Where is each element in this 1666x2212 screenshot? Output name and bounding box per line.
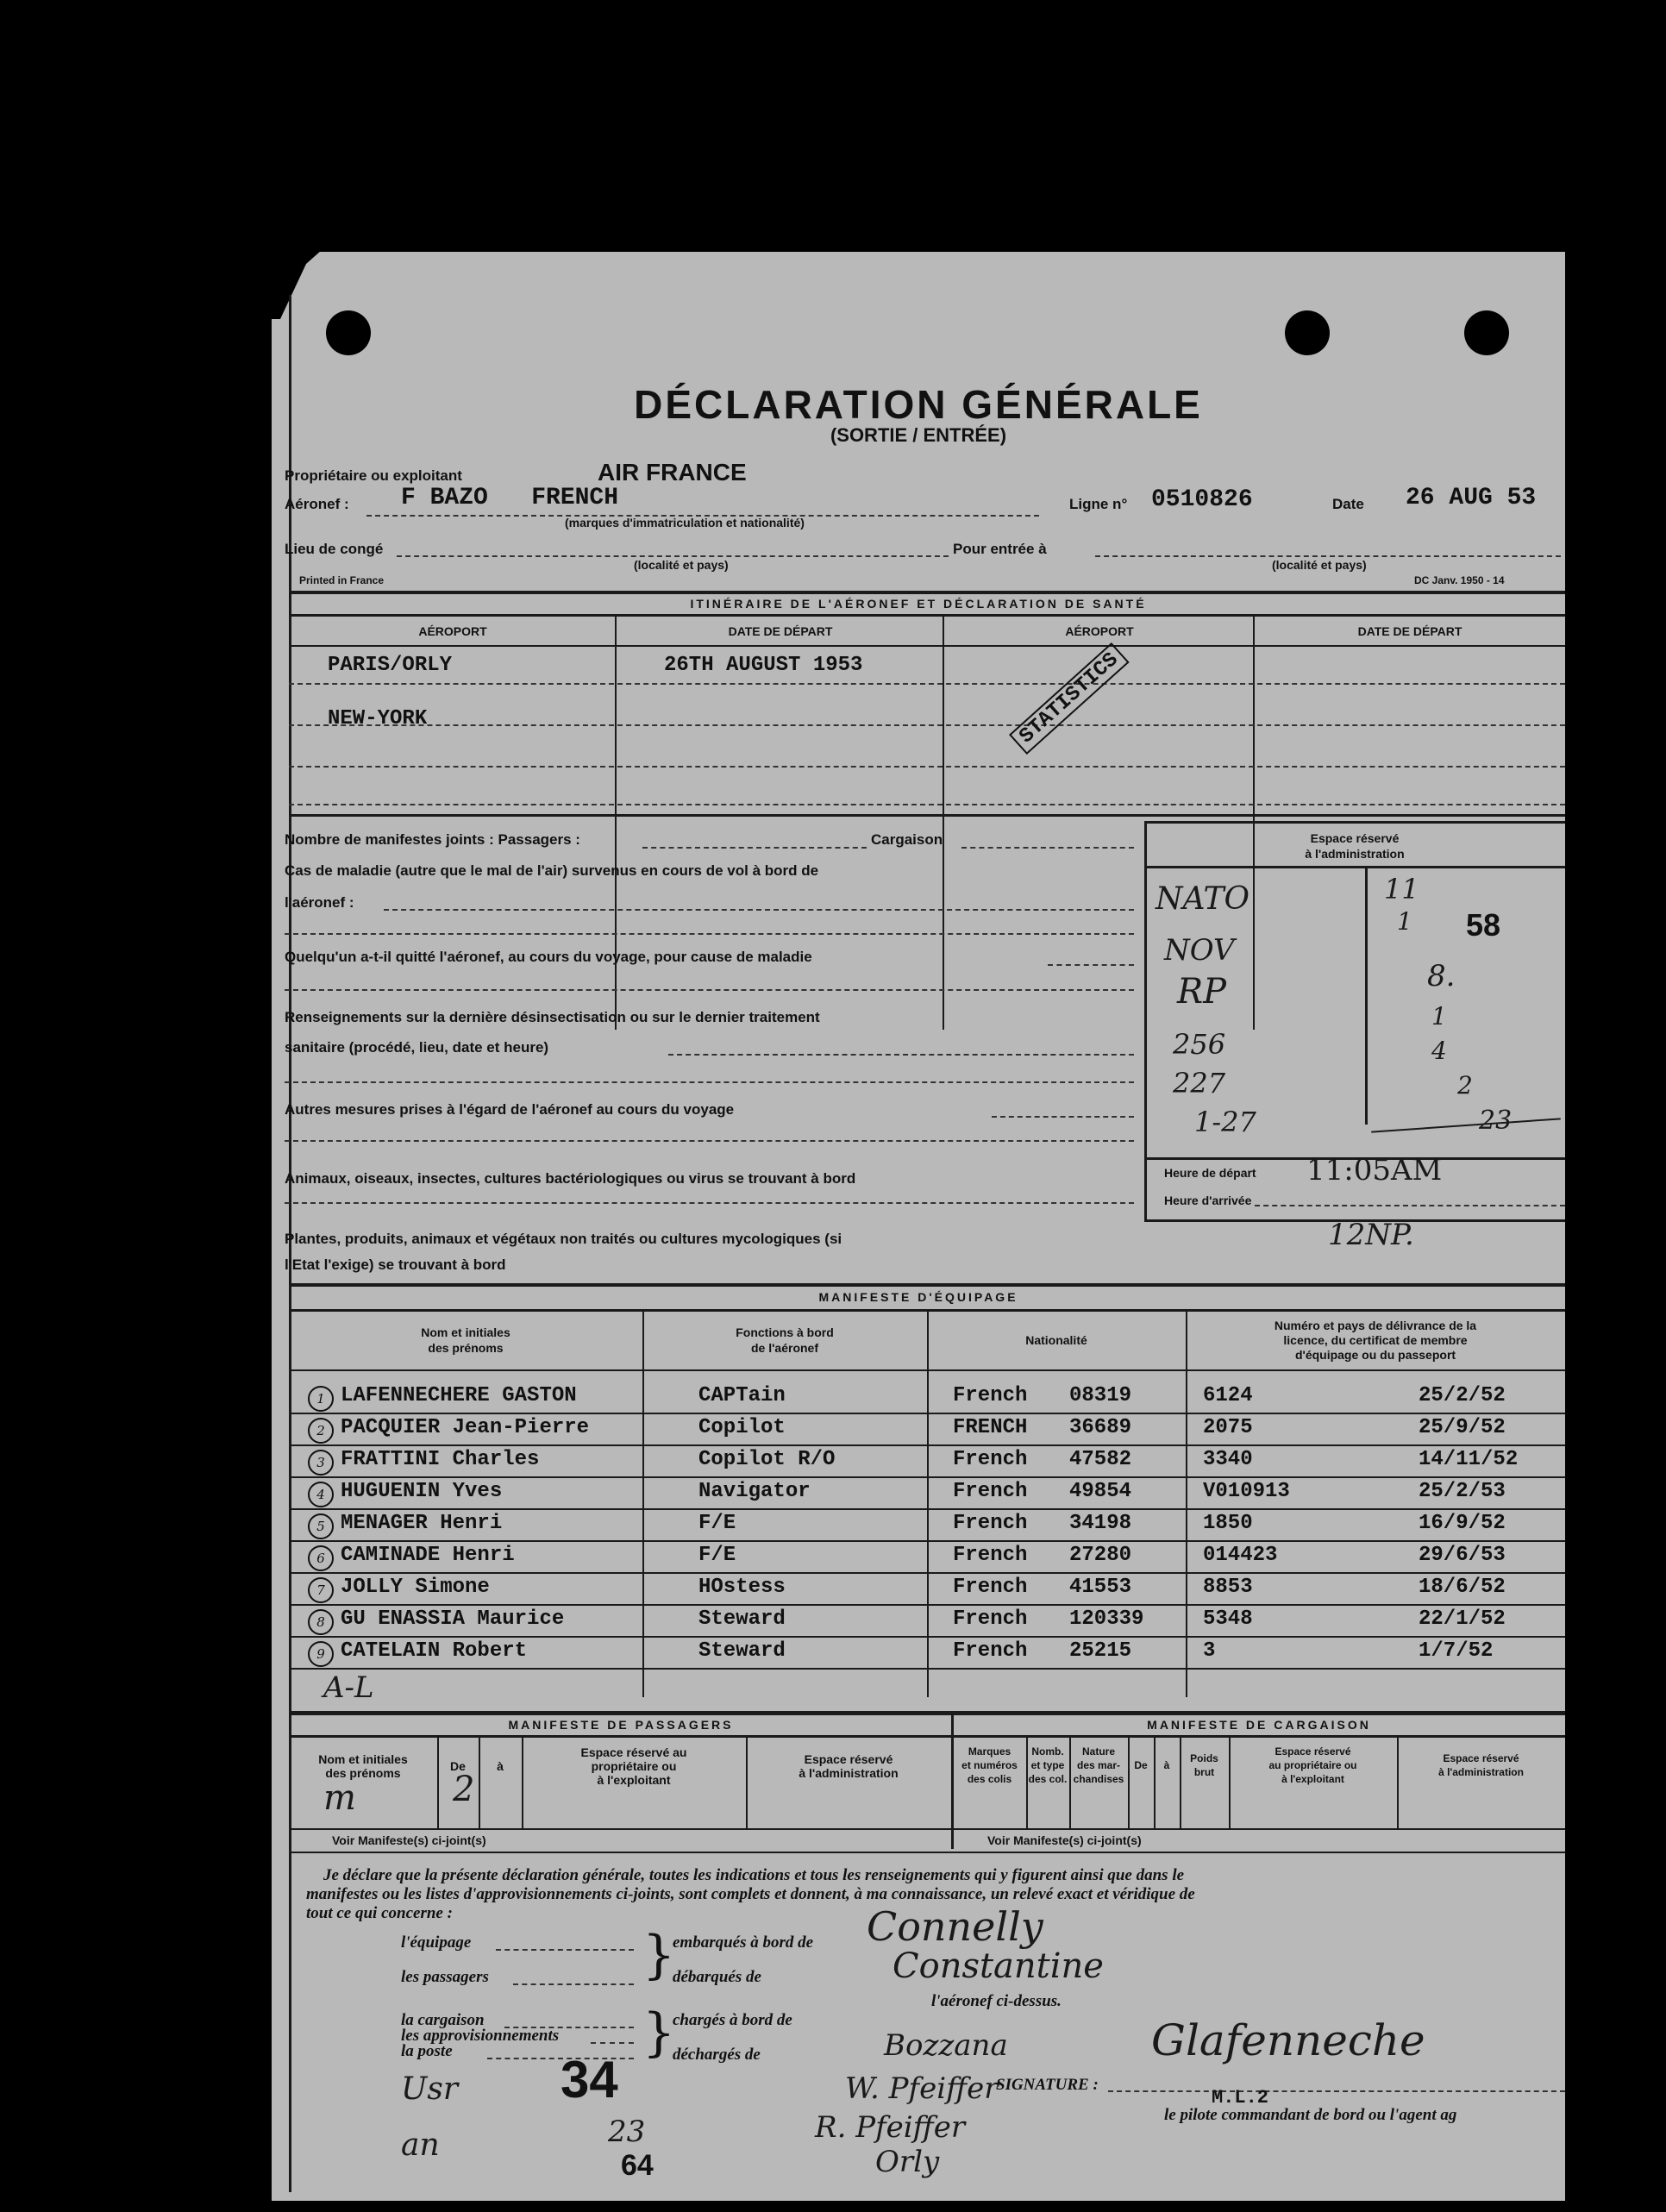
crew-row-number: 7	[308, 1577, 334, 1603]
crew-function: CAPTain	[698, 1384, 786, 1407]
decl-post: la poste	[401, 2042, 453, 2060]
depart-value: 11:05AM	[1306, 1153, 1443, 1187]
rule	[289, 1711, 1565, 1715]
rule	[289, 1735, 1565, 1738]
cargo-col-1a: Marques	[968, 1745, 1012, 1758]
line-value: 0510826	[1151, 486, 1253, 513]
arrive-value: 12NP.	[1328, 1218, 1414, 1252]
q1a: Cas de maladie (autre que le mal de l'air) survenus en cours de vol à bord de	[285, 862, 819, 879]
fill-line	[992, 1116, 1134, 1118]
fill-line	[1095, 555, 1561, 557]
declaration-text-2: manifestes ou les listes d'approvisionnements ci-joints, sont complets et donnent, à ma connaissance, un relevé exact et véridique de	[306, 1885, 1195, 1903]
decl-embarked: embarqués à bord de	[673, 1933, 814, 1952]
page-subtitle: (SORTIE / ENTRÉE)	[830, 424, 1007, 446]
pax-col-1a: Nom et initiales	[318, 1752, 408, 1766]
col-airport: AÉROPORT	[418, 624, 487, 638]
admin-note: 8.	[1427, 959, 1456, 993]
crew-passport: 34198	[1069, 1512, 1132, 1535]
document-page	[272, 252, 1565, 2201]
admin-note: 23	[1479, 1106, 1513, 1136]
passenger-title: MANIFESTE DE PASSAGERS	[508, 1718, 734, 1732]
crew-license-date: 25/9/52	[1419, 1416, 1506, 1439]
crew-nationality: French	[953, 1639, 1028, 1663]
fill-line	[285, 1081, 1134, 1083]
q5: Animaux, oiseaux, insectes, cultures bactériologiques ou virus se trouvant à bord	[285, 1170, 856, 1187]
crew-row-number: 3	[308, 1450, 334, 1476]
fill-line	[384, 909, 1134, 911]
col-date-2: DATE DE DÉPART	[1357, 624, 1462, 638]
crew-name: JOLLY Simone	[341, 1576, 490, 1599]
col-rule	[1128, 1737, 1130, 1828]
crew-nationality: French	[953, 1480, 1028, 1503]
col-rule	[1180, 1737, 1181, 1828]
crew-nationality: French	[953, 1607, 1028, 1631]
crew-license-date: 25/2/53	[1419, 1480, 1506, 1503]
punch-hole	[326, 310, 371, 355]
crew-name: CAMINADE Henri	[341, 1544, 515, 1567]
crew-license: 1850	[1203, 1512, 1253, 1535]
signature-label: SIGNATURE :	[996, 2076, 1099, 2094]
crew-passport: 08319	[1069, 1384, 1132, 1407]
fill-line	[591, 2042, 634, 2044]
crew-row-number: 5	[308, 1513, 334, 1539]
rule	[289, 645, 1565, 647]
crew-function: F/E	[698, 1512, 736, 1535]
fill-line	[1255, 1205, 1565, 1206]
decl-crew: l'équipage	[401, 1933, 472, 1952]
admin-note: 227	[1173, 1067, 1226, 1100]
crew-col-nat: Nationalité	[1025, 1333, 1087, 1347]
crew-license-date: 18/6/52	[1419, 1576, 1506, 1599]
fill-line	[1048, 964, 1134, 966]
crew-function: Copilot R/O	[698, 1448, 836, 1471]
admin-note: 1-27	[1194, 1106, 1256, 1138]
handwritten-signature: Glafenneche	[1151, 2015, 1425, 2065]
crew-name: PACQUIER Jean-Pierre	[341, 1416, 590, 1439]
decl-passengers: les passagers	[401, 1968, 489, 1986]
stamp-number: 34	[561, 2051, 618, 2109]
crew-col-name-1: Nom et initiales	[421, 1325, 510, 1339]
aircraft-label: Aéronef :	[285, 496, 349, 512]
row-rule	[289, 1444, 1565, 1446]
crew-nationality: French	[953, 1576, 1028, 1599]
cargo-col-2c: des col.	[1028, 1773, 1068, 1785]
fill-line	[642, 847, 867, 849]
aircraft-value: F BAZO FRENCH	[401, 485, 619, 511]
crew-name: FRATTINI Charles	[341, 1448, 540, 1471]
date-label: Date	[1332, 496, 1364, 512]
crew-function: F/E	[698, 1544, 736, 1567]
form-ref: DC Janv. 1950 - 14	[1414, 574, 1505, 586]
crew-col-lic-1: Numéro et pays de délivrance de la	[1274, 1319, 1477, 1332]
stamp-sub-2: 64	[621, 2149, 654, 2182]
col-rule	[943, 616, 944, 1030]
crew-name: GU ENASSIA Maurice	[341, 1607, 565, 1631]
departure-note: (localité et pays)	[634, 558, 729, 572]
decl-unloaded: déchargés de	[673, 2046, 761, 2064]
crew-nationality: French	[953, 1512, 1028, 1535]
entry-label: Pour entrée à	[953, 541, 1047, 557]
admin-note: 1	[1431, 1002, 1447, 1031]
col-date: DATE DE DÉPART	[728, 624, 833, 638]
row-rule	[289, 1540, 1565, 1542]
crew-nationality: French	[953, 1544, 1028, 1567]
crew-row-number: 6	[308, 1545, 334, 1571]
punch-hole	[1464, 310, 1509, 355]
rule	[1144, 866, 1565, 868]
crew-passport: 47582	[1069, 1448, 1132, 1471]
q2: Quelqu'un a-t-il quitté l'aéronef, au cours du voyage, pour cause de maladie	[285, 949, 812, 965]
crew-passport: 49854	[1069, 1480, 1132, 1503]
row-rule	[289, 1572, 1565, 1574]
fill-line	[285, 1202, 1134, 1204]
crew-passport: 41553	[1069, 1576, 1132, 1599]
crew-license-date: 25/2/52	[1419, 1384, 1506, 1407]
handwritten-mark: Usr	[401, 2071, 459, 2107]
row-line	[289, 683, 1565, 685]
crew-license-date: 1/7/52	[1419, 1639, 1494, 1663]
pax-col-5b: à l'administration	[799, 1766, 899, 1780]
crew-function: Steward	[698, 1639, 786, 1663]
q3a: Renseignements sur la dernière désinsectisation ou sur le dernier traitement	[285, 1009, 820, 1025]
fill-line	[285, 1140, 1134, 1142]
row-rule	[289, 1636, 1565, 1638]
fill-line	[397, 555, 949, 557]
cargo-title: MANIFESTE DE CARGAISON	[1147, 1718, 1371, 1732]
crew-license: 5348	[1203, 1607, 1253, 1631]
crew-passport: 25215	[1069, 1639, 1132, 1663]
col-airport-2: AÉROPORT	[1065, 624, 1134, 638]
row-rule	[289, 1604, 1565, 1606]
crew-col-lic-3: d'équipage ou du passeport	[1294, 1348, 1456, 1362]
crew-passport: 120339	[1069, 1607, 1144, 1631]
decl-aircraft: l'aéronef ci-dessus.	[931, 1992, 1062, 2010]
cargo-col-7b: au propriétaire ou	[1268, 1759, 1357, 1771]
crew-row-number: 4	[308, 1482, 334, 1507]
row-rule	[289, 1668, 1565, 1670]
admin-note: NATO	[1156, 881, 1250, 917]
crew-nationality: FRENCH	[953, 1416, 1028, 1439]
admin-note: 4	[1431, 1037, 1447, 1065]
pax-col-4c: à l'exploitant	[597, 1773, 671, 1787]
torn-corner	[272, 252, 322, 319]
q3b: sanitaire (procédé, lieu, date et heure)	[285, 1039, 549, 1056]
crew-license: 6124	[1203, 1384, 1253, 1407]
rule	[289, 814, 1565, 817]
crew-license: 014423	[1203, 1544, 1278, 1567]
rule	[289, 591, 1565, 594]
fill-line	[1108, 2090, 1565, 2092]
row-rule	[289, 1413, 1565, 1414]
row-line	[289, 804, 1565, 805]
entry-note: (localité et pays)	[1272, 558, 1367, 572]
col-rule	[642, 1309, 644, 1697]
handwritten-note: W. Pfeiffer	[845, 2071, 999, 2106]
fill-line	[496, 1949, 634, 1951]
crew-function: Navigator	[698, 1480, 811, 1503]
date-value: 26 AUG 53	[1406, 485, 1537, 511]
handwritten-mark: 2	[453, 1770, 475, 1809]
crew-function: Steward	[698, 1607, 786, 1631]
crew-title: MANIFESTE D'ÉQUIPAGE	[818, 1290, 1018, 1304]
fill-line	[961, 847, 1134, 849]
cargo-col-6a: Poids	[1190, 1752, 1218, 1764]
row-rule	[289, 1476, 1565, 1478]
pax-col-1b: des prénoms	[325, 1766, 401, 1780]
handwritten-constantine: Constantine	[892, 1946, 1104, 1986]
fill-line	[285, 933, 1134, 935]
decl-supplies: les approvisionnements	[401, 2027, 560, 2045]
cargo-col-3a: Nature	[1081, 1745, 1115, 1758]
admin-note: 256	[1173, 1028, 1226, 1061]
handwritten-note: Bozzana	[884, 2028, 1008, 2063]
handwritten-mark: m	[323, 1778, 356, 1818]
col-rule	[1186, 1309, 1187, 1697]
cargo-col-7a: Espace réservé	[1275, 1745, 1351, 1758]
admin-note: 11	[1384, 873, 1419, 905]
signature-code: M.L.2	[1212, 2087, 1269, 2109]
admin-title-2: à l'administration	[1305, 847, 1405, 861]
crew-license-date: 14/11/52	[1419, 1448, 1519, 1471]
crew-nationality: French	[953, 1384, 1028, 1407]
fill-line	[668, 1054, 1134, 1056]
fill-line	[285, 989, 1134, 991]
q-cargo: Cargaison	[871, 831, 943, 848]
arrive-label: Heure d'arrivée	[1164, 1194, 1252, 1207]
handwritten-mark: an	[401, 2127, 440, 2163]
q-manifests: Nombre de manifestes joints : Passagers :	[285, 831, 580, 848]
q6b: l'Etat l'exige) se trouvant à bord	[285, 1256, 506, 1273]
cargo-col-1c: des colis	[967, 1773, 1012, 1785]
pax-col-2: De	[450, 1759, 466, 1773]
handwritten-connelly: Connelly	[867, 1903, 1043, 1950]
admin-note: NOV	[1164, 933, 1235, 968]
col-rule	[746, 1737, 748, 1828]
pax-col-4b: propriétaire ou	[591, 1759, 677, 1773]
handwritten-initials: A-L	[323, 1670, 374, 1705]
crew-passport: 27280	[1069, 1544, 1132, 1567]
owner-label: Propriétaire ou exploitant	[285, 467, 462, 484]
admin-note: 1	[1397, 907, 1412, 936]
row-line	[289, 766, 1565, 768]
crew-function: Copilot	[698, 1416, 786, 1439]
statistics-stamp: STATISTICS	[1009, 642, 1130, 755]
rule	[289, 614, 1565, 617]
pax-footer: Voir Manifeste(s) ci-joint(s)	[332, 1833, 486, 1847]
rule	[289, 1283, 1565, 1287]
cargo-col-3c: chandises	[1073, 1773, 1124, 1785]
cargo-col-1b: et numéros	[961, 1759, 1018, 1771]
crew-license: 8853	[1203, 1576, 1253, 1599]
col-rule	[615, 616, 617, 1030]
departure-label: Lieu de congé	[285, 541, 384, 557]
fill-line	[513, 1983, 634, 1985]
crew-name: CATELAIN Robert	[341, 1639, 528, 1663]
col-rule	[1154, 1737, 1156, 1828]
crew-license-date: 29/6/53	[1419, 1544, 1506, 1567]
crew-col-func-2: de l'aéronef	[750, 1341, 819, 1355]
declaration-text-1: Je déclare que la présente déclaration générale, toutes les indications et tous les renseignements qui y figurent ainsi que dans le	[323, 1866, 1185, 1884]
page-title: DÉCLARATION GÉNÉRALE	[634, 382, 1203, 427]
declaration-text-3: tout ce qui concerne :	[306, 1904, 453, 1922]
col-rule	[479, 1737, 480, 1828]
cargo-col-8a: Espace réservé	[1443, 1752, 1519, 1764]
brace: }	[642, 1925, 676, 1985]
crew-name: LAFENNECHERE GASTON	[341, 1384, 577, 1407]
brace: }	[642, 2002, 676, 2063]
itinerary-airport-2: NEW-YORK	[328, 707, 428, 730]
crew-license: 3340	[1203, 1448, 1253, 1471]
itinerary-date-1: 26TH AUGUST 1953	[664, 654, 863, 677]
crew-name: HUGUENIN Yves	[341, 1480, 503, 1503]
line-label: Ligne n°	[1069, 496, 1128, 512]
itinerary-airport-1: PARIS/ORLY	[328, 654, 453, 677]
rule	[289, 1828, 1565, 1830]
col-rule	[437, 1737, 439, 1828]
row-line	[289, 724, 1565, 726]
cargo-col-3b: des mar-	[1076, 1759, 1121, 1771]
cargo-col-8b: à l'administration	[1438, 1766, 1524, 1778]
crew-license-date: 16/9/52	[1419, 1512, 1506, 1535]
aircraft-note: (marques d'immatriculation et nationalité)	[565, 516, 805, 530]
crew-passport: 36689	[1069, 1416, 1132, 1439]
admin-number: 58	[1466, 907, 1501, 943]
itinerary-title: ITINÉRAIRE DE L'AÉRONEF ET DÉCLARATION DE SANTÉ	[690, 597, 1147, 611]
rule	[289, 1852, 1565, 1853]
decl-cargo: la cargaison	[401, 2011, 485, 2029]
cargo-col-5: à	[1163, 1759, 1170, 1771]
cargo-col-6b: brut	[1193, 1766, 1215, 1778]
cargo-col-2a: Nomb.	[1031, 1745, 1064, 1758]
crew-function: HOstess	[698, 1576, 786, 1599]
printer-note: Printed in France	[299, 574, 385, 586]
pilot-line: le pilote commandant de bord ou l'agent ag	[1164, 2106, 1457, 2124]
decl-loaded: chargés à bord de	[673, 2011, 792, 2029]
q6a: Plantes, produits, animaux et végétaux non traités ou cultures mycologiques (si	[285, 1231, 842, 1247]
crew-nationality: French	[953, 1448, 1028, 1471]
crew-row-number: 8	[308, 1609, 334, 1635]
crew-license-date: 22/1/52	[1419, 1607, 1506, 1631]
crew-row-number: 1	[308, 1386, 334, 1412]
crew-col-name-2: des prénoms	[428, 1341, 504, 1355]
fill-line	[504, 2027, 634, 2028]
crew-col-func-1: Fonctions à bord	[736, 1325, 834, 1339]
admin-title-1: Espace réservé	[1310, 831, 1400, 845]
cargo-col-7c: à l'exploitant	[1281, 1773, 1344, 1785]
col-rule	[1365, 866, 1368, 1125]
row-rule	[289, 1508, 1565, 1510]
admin-note: RP	[1177, 972, 1227, 1012]
rule	[289, 1369, 1565, 1371]
pax-col-4a: Espace réservé au	[580, 1745, 687, 1759]
crew-name: MENAGER Henri	[341, 1512, 503, 1535]
q4: Autres mesures prises à l'égard de l'aéronef au cours du voyage	[285, 1101, 735, 1118]
pax-col-5a: Espace réservé	[804, 1752, 893, 1766]
col-rule	[1397, 1737, 1399, 1828]
cargo-col-2b: et type	[1030, 1759, 1065, 1771]
owner-value: AIR FRANCE	[598, 459, 747, 486]
admin-note: 2	[1457, 1071, 1473, 1100]
col-rule	[927, 1309, 929, 1697]
depart-label: Heure de départ	[1164, 1166, 1256, 1180]
cargo-col-4: De	[1134, 1759, 1148, 1771]
q1b: l'aéronef :	[285, 894, 354, 911]
crew-row-number: 2	[308, 1418, 334, 1444]
crew-row-number: 9	[308, 1641, 334, 1667]
handwritten-note: Orly	[875, 2145, 940, 2179]
crew-license: 2075	[1203, 1416, 1253, 1439]
decl-disembarked: débarqués de	[673, 1968, 761, 1986]
punch-hole	[1285, 310, 1330, 355]
pax-col-3: à	[497, 1759, 504, 1773]
handwritten-note: R. Pfeiffer	[815, 2110, 966, 2145]
stamp-sub: 23	[608, 2115, 646, 2149]
crew-license: 3	[1203, 1639, 1216, 1663]
cargo-footer: Voir Manifeste(s) ci-joint(s)	[987, 1833, 1142, 1847]
crew-col-lic-2: licence, du certificat de membre	[1283, 1333, 1468, 1347]
crew-license: V010913	[1203, 1480, 1290, 1503]
